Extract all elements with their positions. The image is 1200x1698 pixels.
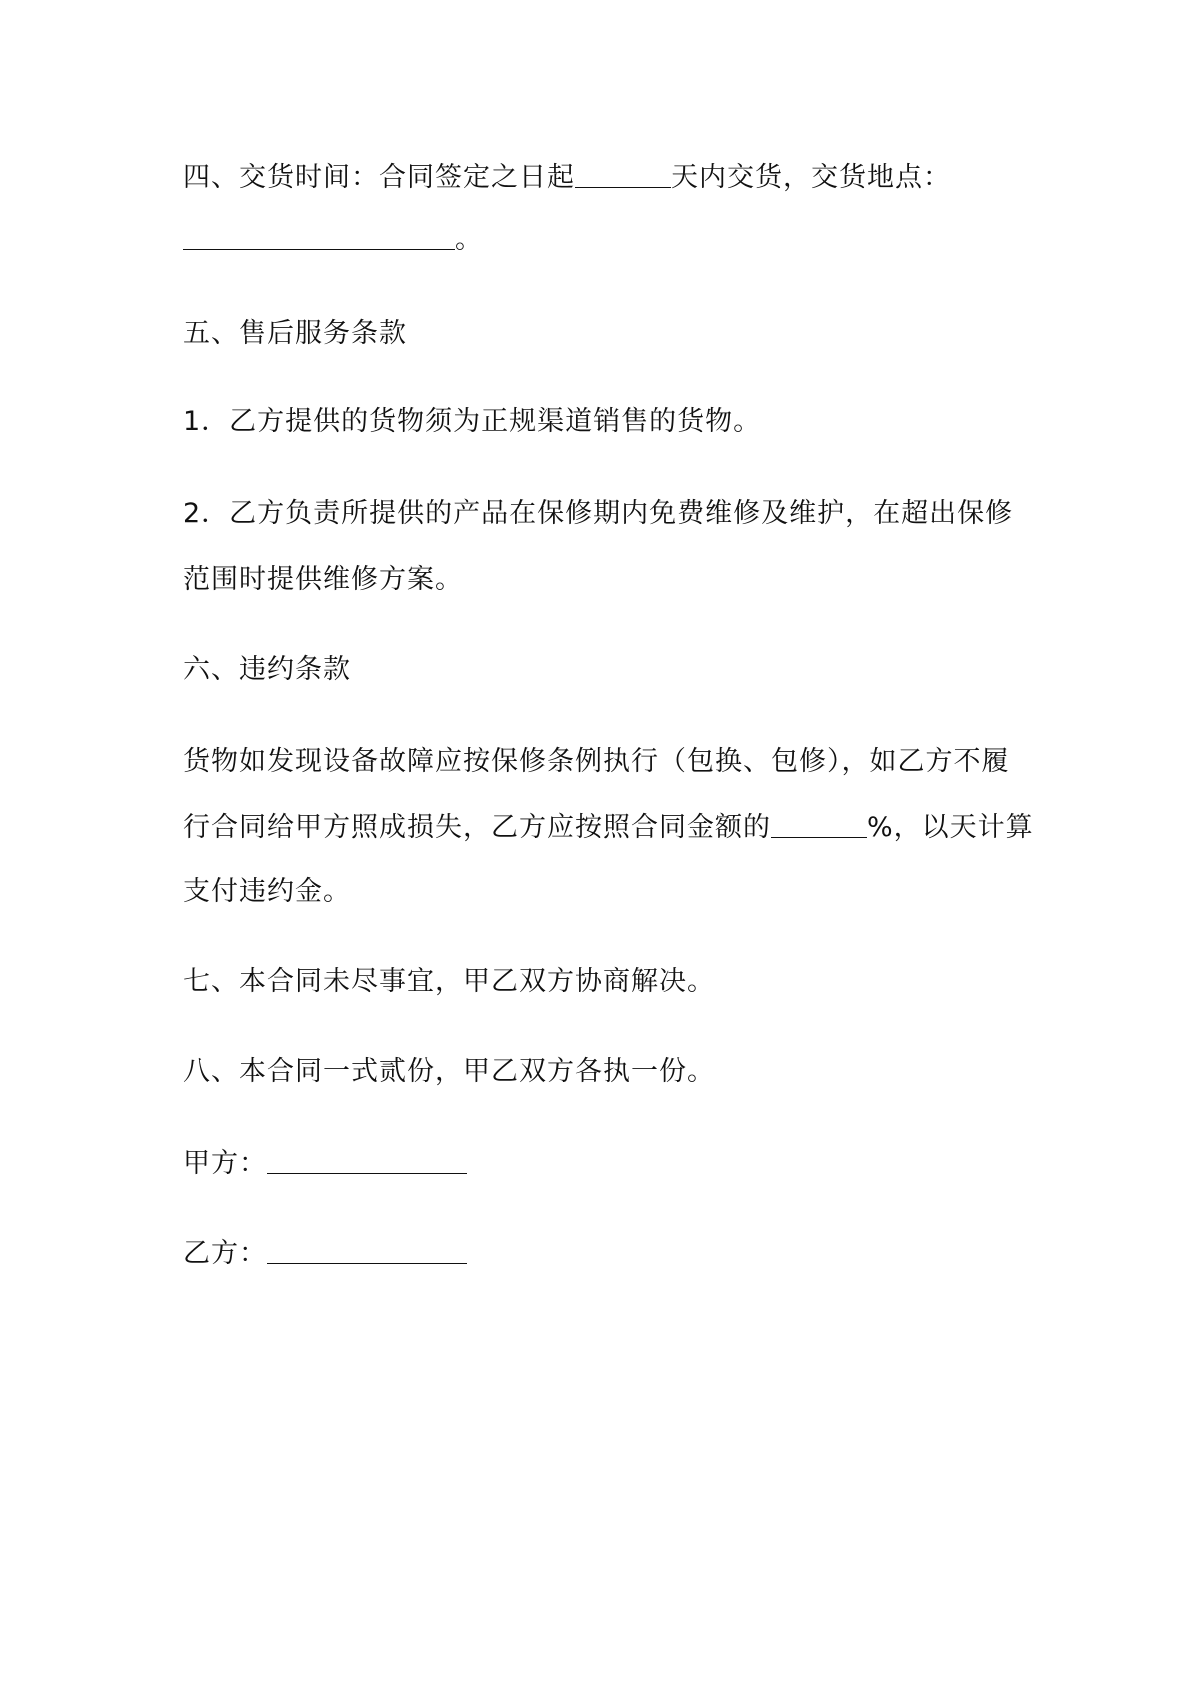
delivery-location-blank[interactable] [183,221,455,250]
penalty-percent-blank[interactable] [771,809,867,838]
after-sales-heading: 五、售后服务条款 [183,318,407,349]
party-b-label: 乙方： [183,1238,267,1269]
after-sales-item-2-line-1: 2．乙方负责所提供的产品在保修期内免费维修及维护，在超出保修 [183,498,1014,529]
delivery-days-blank[interactable] [575,159,671,188]
after-sales-item-2-line-2: 范围时提供维修方案。 [183,564,463,595]
breach-line-3: 支付违约金。 [183,876,351,907]
breach-heading: 六、违约条款 [183,654,351,685]
breach-line-2-text: 行合同给甲方照成损失，乙方应按照合同金额的 [183,812,771,843]
party-a-label: 甲方： [183,1148,267,1179]
party-b-blank[interactable] [267,1235,467,1264]
delivery-time-line [183,158,1043,198]
delivery-location-end: 。 [455,224,483,255]
clause-7: 七、本合同未尽事宜，甲乙双方协商解决。 [183,966,715,997]
delivery-time-text: 四、交货时间：合同签定之日起 [183,162,575,193]
delivery-location-line [183,220,1043,260]
party-a-blank[interactable] [267,1145,467,1174]
breach-line-1: 货物如发现设备故障应按保修条例执行（包换、包修），如乙方不履 [183,746,1010,777]
after-sales-item-1: 1．乙方提供的货物须为正规渠道销售的货物。 [183,406,762,437]
clause-8: 八、本合同一式贰份，甲乙双方各执一份。 [183,1056,715,1087]
party-a-signature [183,1144,1043,1184]
delivery-location-text: 天内交货，交货地点： [671,162,951,193]
breach-line-2 [183,808,1043,848]
breach-line-2-end: %，以天计算 [867,812,1034,843]
party-b-signature [183,1234,1043,1274]
